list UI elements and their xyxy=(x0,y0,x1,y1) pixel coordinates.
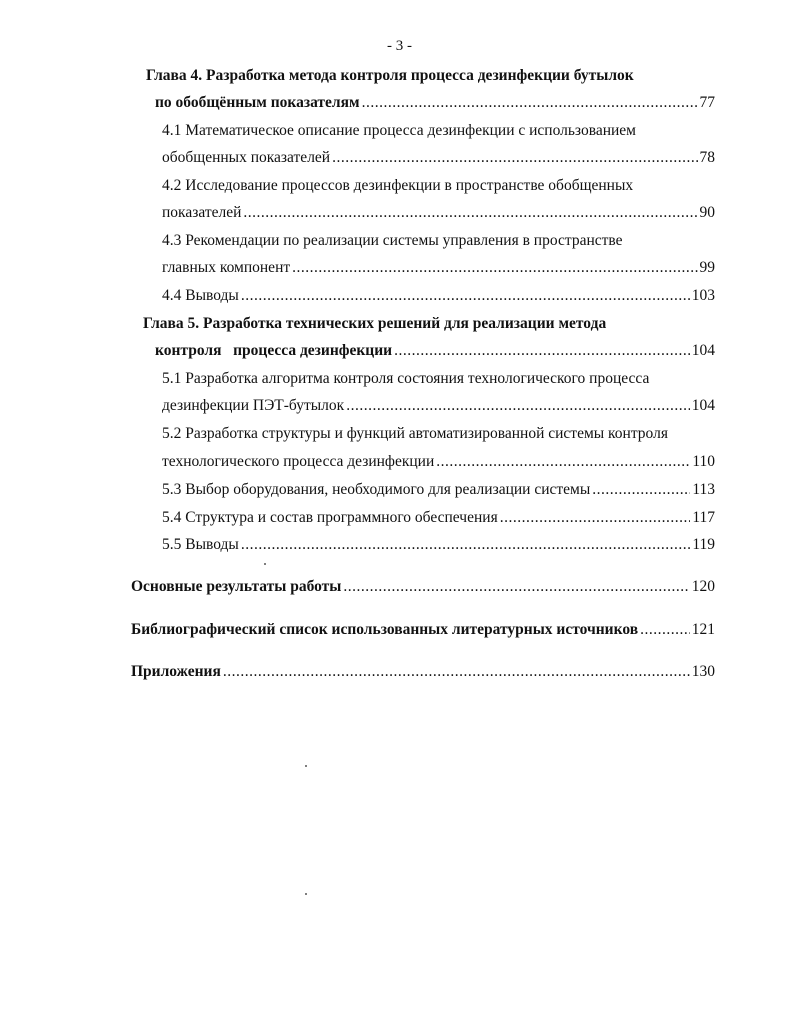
toc-section-5-4-entry[interactable] xyxy=(162,507,715,529)
toc-chapter-4-entry[interactable] xyxy=(155,92,715,114)
toc-page-number: 77 xyxy=(699,94,715,111)
toc-section-5-2-title-cont: технологического процесса дезинфекции xyxy=(162,453,435,470)
page-number: - 3 - xyxy=(387,38,412,54)
toc-page-number: 121 xyxy=(691,621,715,638)
toc-chapter-4-title-cont: по обобщённым показателям xyxy=(155,94,360,111)
dot-leader xyxy=(436,451,690,473)
toc-section-4-3-title-cont: главных компонент xyxy=(162,259,291,276)
toc-section-5-5-entry[interactable] xyxy=(162,534,715,556)
toc-section-4-1-entry[interactable] xyxy=(162,147,715,169)
toc-page-number: 117 xyxy=(692,509,715,526)
toc-section-4-2-entry[interactable] xyxy=(162,202,715,224)
toc-chapter-5-title-cont: контроля процесса дезинфекции xyxy=(155,342,393,359)
toc-chapter-5-title: Глава 5. Разработка технических решений для реализации метода xyxy=(143,315,607,332)
toc-page-number: 113 xyxy=(692,481,715,498)
toc-page-number: 110 xyxy=(692,453,715,470)
toc-section-5-1-title: 5.1 Разработка алгоритма контроля состояния технологического процесса xyxy=(162,370,650,387)
toc-page-number: 104 xyxy=(691,397,715,414)
toc-section-4-4-title: 4.4 Выводы xyxy=(162,287,239,304)
dot-leader xyxy=(346,395,690,417)
scan-speck xyxy=(264,563,266,565)
toc-section-5-2-entry[interactable] xyxy=(162,451,715,473)
dot-leader xyxy=(394,340,690,362)
dot-leader xyxy=(362,92,698,114)
toc-section-4-1-title: 4.1 Математическое описание процесса дезинфекции с использованием xyxy=(162,122,636,139)
toc-page-number: 103 xyxy=(691,287,715,304)
toc-section-4-3-title: 4.3 Рекомендации по реализации системы управления в пространстве xyxy=(162,232,623,249)
dot-leader xyxy=(243,202,697,224)
toc-results-entry[interactable] xyxy=(131,576,715,598)
toc-section-4-2-title: 4.2 Исследование процессов дезинфекции в пространстве обобщенных xyxy=(162,177,634,194)
toc-results-title: Основные результаты работы xyxy=(131,578,342,595)
dot-leader xyxy=(292,257,697,279)
toc-section-4-3-entry[interactable] xyxy=(162,257,715,279)
scan-speck xyxy=(305,893,307,895)
toc-section-5-1-title-cont: дезинфекции ПЭТ-бутылок xyxy=(162,397,345,414)
dot-leader xyxy=(592,479,690,501)
toc-page-number: 99 xyxy=(699,259,715,276)
toc-page-number: 78 xyxy=(699,149,715,166)
toc-section-5-4-title: 5.4 Структура и состав программного обеспечения xyxy=(162,509,498,526)
dot-leader xyxy=(223,661,690,683)
toc-page-number: 119 xyxy=(692,536,715,553)
toc-section-5-2-title: 5.2 Разработка структуры и функций автоматизированной системы контроля xyxy=(162,425,668,442)
dot-leader xyxy=(640,619,690,641)
toc-bibliography-title: Библиографический список использованных литературных источников xyxy=(131,621,639,638)
toc-section-5-5-title: 5.5 Выводы xyxy=(162,536,239,553)
toc-bibliography-entry[interactable] xyxy=(131,619,715,641)
toc-section-4-1-title-cont: обобщенных показателей xyxy=(162,149,331,166)
toc-chapter-4-title: Глава 4. Разработка метода контроля процесса дезинфекции бутылок xyxy=(146,67,634,84)
toc-section-5-1-entry[interactable] xyxy=(162,395,715,417)
toc-page-number: 90 xyxy=(699,204,715,221)
toc-section-5-3-title: 5.3 Выбор оборудования, необходимого для реализации системы xyxy=(162,481,591,498)
toc-section-4-4-entry[interactable] xyxy=(162,285,715,307)
toc-page-number: 104 xyxy=(691,342,715,359)
dot-leader xyxy=(241,285,690,307)
toc-appendices-title: Приложения xyxy=(131,663,221,680)
dot-leader xyxy=(500,507,691,529)
dot-leader xyxy=(332,147,697,169)
toc-section-5-3-entry[interactable] xyxy=(162,479,715,501)
toc-chapter-5-entry[interactable] xyxy=(155,340,715,362)
scan-speck xyxy=(305,765,307,767)
toc-appendices-entry[interactable] xyxy=(131,661,715,683)
toc-section-4-2-title-cont: показателей xyxy=(162,204,242,221)
toc-page-number: 120 xyxy=(691,578,715,595)
dot-leader xyxy=(241,534,690,556)
toc-page-number: 130 xyxy=(691,663,715,680)
dot-leader xyxy=(343,576,689,598)
